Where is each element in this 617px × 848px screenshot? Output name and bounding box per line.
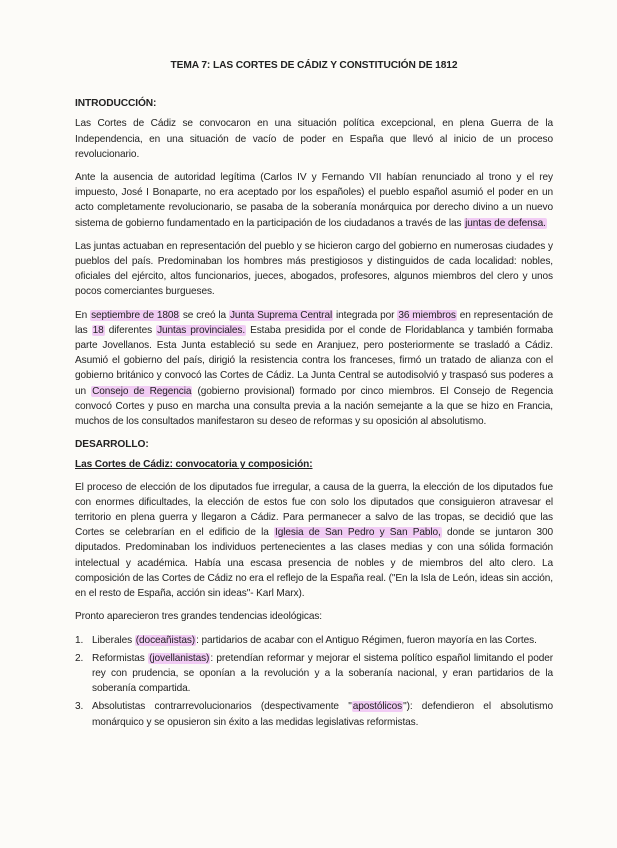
intro-heading: INTRODUCCIÓN: — [75, 98, 157, 110]
text-run: diferentes — [104, 324, 157, 336]
highlight-date: septiembre de 1808 — [91, 309, 179, 321]
development-heading: DESARROLLO: — [75, 439, 149, 451]
list-number: 2. — [75, 652, 84, 664]
highlight-apostolicos: apostólicos — [352, 701, 403, 713]
intro-p2-text: Ante la ausencia de autoridad legítima (Carlos IV y Fernando VII habían renunciado al trono y el rey impuesto, José I Bonaparte, no era aceptado por los españoles) el pueblo español asumió el poder en un acto completamente revolucionario, se pasaba de la soberanía monárquica por derecho divino a un nuevo sistema de gobierno fundamentado en la participación de los ciudadanos a través de las — [75, 172, 553, 229]
highlight-consejo-regencia: Consejo de Regencia — [92, 385, 192, 397]
text-run: (gobierno provisional) formado por cinco miembros. El Consejo de Regencia convocó Cortes y puso en marcha una consulta previa a la nación semejante a la que se hizo en Francia, muchos de los consultados manifestaron su deseo de reformas y su oposición al absolutismo. — [75, 385, 553, 428]
intro-paragraph-2 — [75, 170, 553, 231]
highlight-doceanistas: (doceañistas) — [135, 634, 196, 646]
text-run: integrada por — [333, 309, 398, 321]
text-run: : pretendían reformar y mejorar el sistema político español limitando el poder rey con prudencia, se oponían a la revolución y a la soberanía nacional, y eran partidarios de la soberanía compartida. — [92, 652, 554, 695]
text-run: Estaba presidida por el conde de Floridablanca y también formaba parte Jovellanos. Esta Junta estableció su sede en Aranjuez, pero posteriormente se trasladó a Cádiz. Asumió el gobierno del país, dirigió la resistencia contra los franceses, firmó un tratado de alianza con el gobierno británico y convocó las Cortes de Cádiz. La Junta Central se autodisolvió y traspasó sus poderes a un — [75, 324, 553, 397]
text-run: en representación de las — [75, 309, 554, 336]
dev-paragraph-2: Pronto aparecieron tres grandes tendencias ideológicas: — [75, 611, 323, 623]
list-item — [75, 699, 553, 729]
document-body — [75, 58, 553, 733]
text-run: se creó la — [179, 309, 229, 321]
text-run: Reformistas — [92, 652, 149, 664]
text-run: Liberales — [92, 634, 135, 646]
document-title: TEMA 7: LAS CORTES DE CÁDIZ Y CONSTITUCIÓN DE 1812 — [170, 60, 458, 71]
highlight-juntas-defensa: juntas de defensa. — [465, 217, 546, 229]
list-item — [75, 633, 553, 648]
list-item — [75, 651, 553, 697]
text-run: donde se juntaron 300 diputados. Predominaban los individuos pertenecientes a las clases medias y con una sólida formación intelectual y académica. Había una escasa presencia de nobles y de miembros del alto clero. La composición de las Cortes de Cádiz no era el reflejo de la España real. ("En la Isla de León, ideas sin acción, en el resto de España, acción sin ideas"- Karl Marx). — [75, 527, 553, 600]
intro-paragraph-4 — [75, 308, 553, 430]
list-number: 1. — [75, 634, 84, 646]
highlight-18: 18 — [92, 324, 104, 336]
text-run: : partidarios de acabar con el Antiguo Régimen, fueron mayoría en las Cortes. — [196, 634, 537, 646]
highlight-36-miembros: 36 miembros — [398, 309, 456, 321]
development-subheading: Las Cortes de Cádiz: convocatoria y composición: — [75, 459, 313, 471]
text-run: "): defendieron el absolutismo monárquico y se opusieron sin éxito a las medidas legislativas reformistas. — [92, 701, 553, 728]
dev-paragraph-1 — [75, 480, 553, 602]
text-run: En — [75, 309, 91, 321]
text-run: Absolutistas contrarrevolucionarios (despectivamente " — [92, 701, 352, 713]
highlight-iglesia: Iglesia de San Pedro y San Pablo, — [275, 527, 441, 539]
highlight-junta-suprema: Junta Suprema Central — [229, 309, 333, 321]
intro-paragraph-3: Las juntas actuaban en representación del pueblo y se hicieron cargo del gobierno en numerosas ciudades y pueblos del país. Predominaban los hombres más prestigiosos y distinguidos de cada localidad: nobles, oficiales del ejército, altos funcionarios, jueces, abogados, profesores, algunos miembros del clero y unos pocos comerciantes burgueses. — [75, 240, 553, 298]
tendencies-list — [75, 633, 553, 730]
highlight-jovellanistas: (jovellanistas) — [149, 652, 210, 664]
highlight-juntas-provinciales: Juntas provinciales. — [157, 324, 246, 336]
intro-paragraph-1: Las Cortes de Cádiz se convocaron en una situación política excepcional, en plena Guerra de la Independencia, en una situación de vacío de poder en España que llevó al inicio de un proceso revolucionario. — [75, 118, 553, 160]
list-number: 3. — [75, 701, 84, 713]
text-run: El proceso de elección de los diputados fue irregular, a causa de la guerra, la elección de los diputados fue con enormes dificultades, la elección de estos fue con solo los diputados que consiguieron atravesar el territorio en plena guerra y llegaron a Cádiz. Para permanecer a salvo de las tropas, se decidió que las Cortes se celebrarían en el edificio de la — [75, 481, 553, 539]
